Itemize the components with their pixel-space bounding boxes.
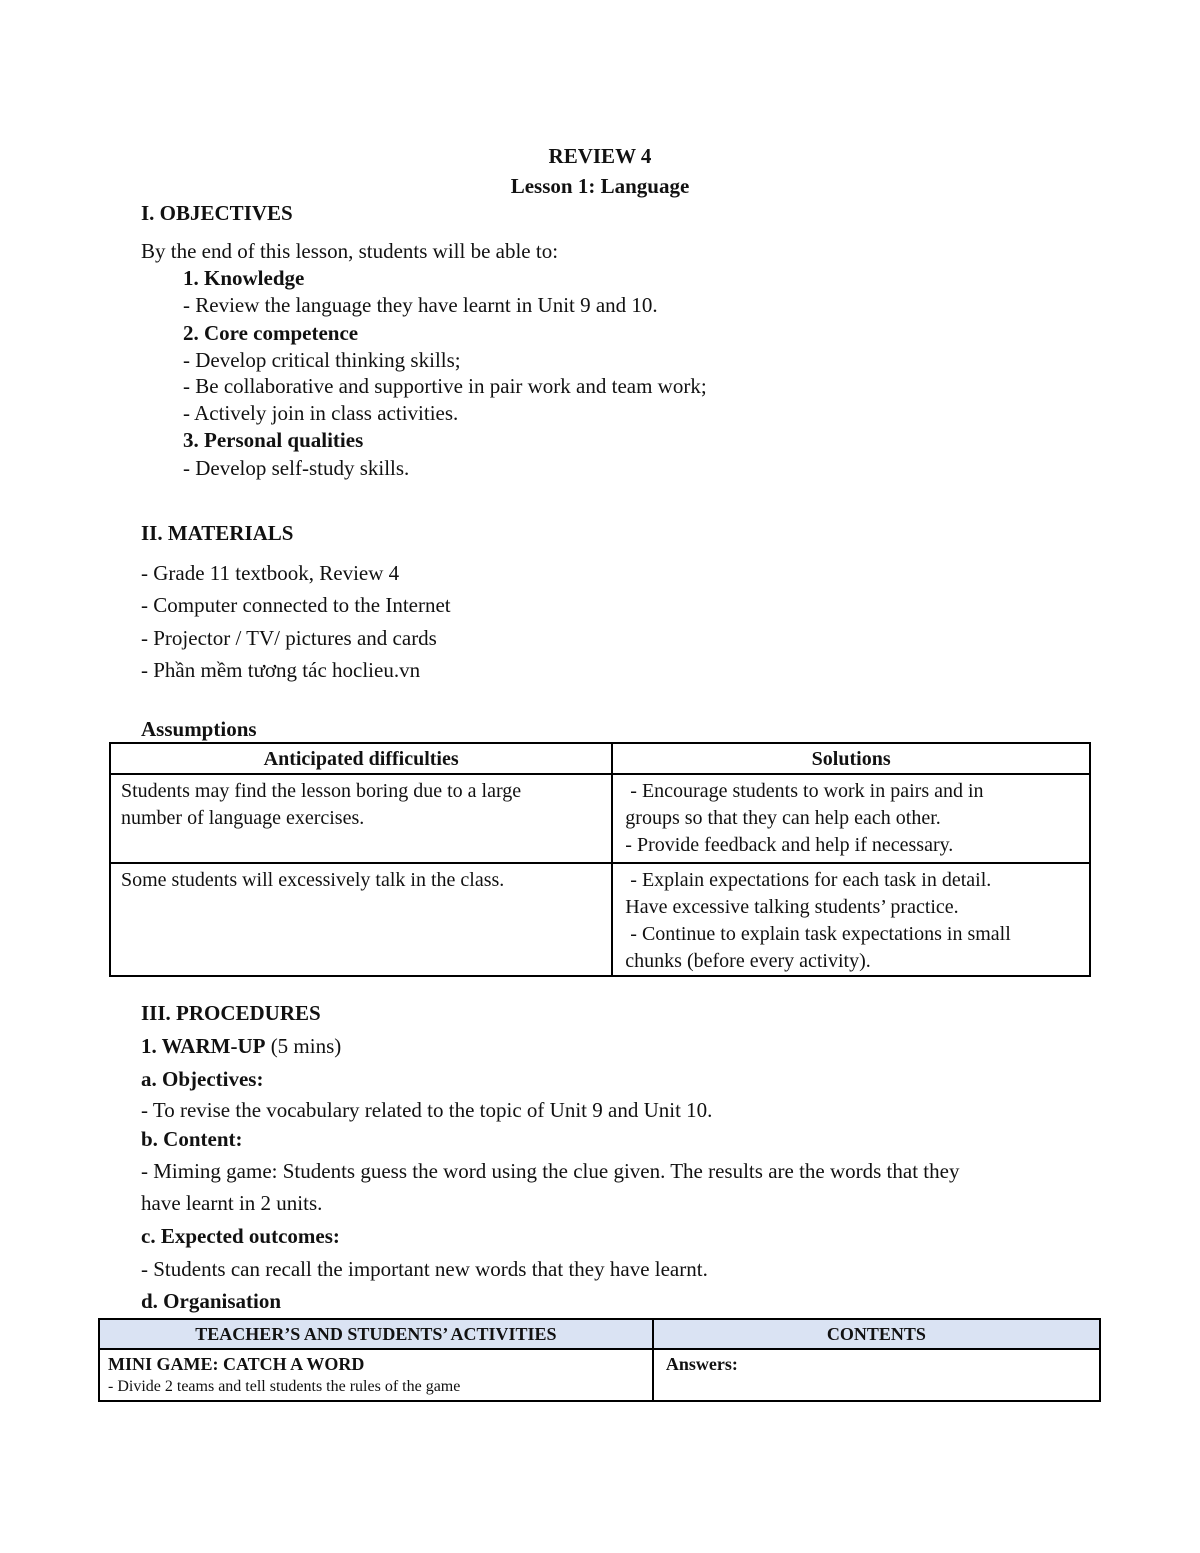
objectives-label: a. Objectives: <box>141 1067 264 1091</box>
answers-label: Answers: <box>665 1354 738 1374</box>
materials-heading: II. MATERIALS <box>141 521 294 545</box>
cell-line: number of language exercises. <box>121 807 365 829</box>
materials-item: - Computer connected to the Internet <box>141 593 451 617</box>
materials-item: - Projector / TV/ pictures and cards <box>141 626 437 650</box>
assumptions-table <box>109 742 1091 977</box>
page-title: REVIEW 4 <box>548 144 652 168</box>
table-header-solutions: Solutions <box>612 743 1090 774</box>
objectives-heading: I. OBJECTIVES <box>141 201 293 225</box>
assumptions-heading: Assumptions <box>141 717 257 741</box>
cell-line: - Continue to explain task expectations in small <box>625 923 1011 945</box>
core-item: - Actively join in class activities. <box>183 401 459 425</box>
warmup-time: (5 mins) <box>265 1034 342 1058</box>
knowledge-item: - Review the language they have learnt in Unit 9 and 10. <box>183 293 658 317</box>
activities-cell <box>99 1349 653 1401</box>
content-text: - Miming game: Students guess the word using the clue given. The results are the words that they <box>141 1159 960 1183</box>
organisation-label: d. Organisation <box>141 1289 282 1313</box>
materials-item: - Phần mềm tương tác hoclieu.vn <box>141 658 421 682</box>
content-text: have learnt in 2 units. <box>141 1191 323 1215</box>
content-label: b. Content: <box>141 1127 243 1151</box>
procedures-heading: III. PROCEDURES <box>141 1001 321 1025</box>
table-header-activities: TEACHER’S AND STUDENTS’ ACTIVITIES <box>99 1319 653 1349</box>
outcomes-text: - Students can recall the important new words that they have learnt. <box>141 1257 708 1281</box>
cell-line: groups so that they can help each other. <box>625 807 941 829</box>
knowledge-heading: 1. Knowledge <box>183 266 305 290</box>
objectives-intro: By the end of this lesson, students will be able to: <box>141 239 559 263</box>
personal-item: - Develop self-study skills. <box>183 456 410 480</box>
solution-cell <box>612 863 1090 976</box>
core-item: - Develop critical thinking skills; <box>183 348 461 372</box>
core-item: - Be collaborative and supportive in pair work and team work; <box>183 374 707 398</box>
game-step: - Divide 2 teams and tell students the rules of the game <box>108 1378 461 1395</box>
lesson-subtitle: Lesson 1: Language <box>510 174 690 198</box>
cell-line: Have excessive talking students’ practice. <box>625 896 959 918</box>
warmup-heading: 1. WARM-UP <box>141 1034 266 1058</box>
cell-line: Some students will excessively talk in the class. <box>121 869 505 891</box>
difficulty-cell <box>110 774 612 863</box>
table-header-difficulties: Anticipated difficulties <box>110 743 612 774</box>
personal-qualities-heading: 3. Personal qualities <box>183 428 364 452</box>
materials-item: - Grade 11 textbook, Review 4 <box>141 561 400 585</box>
contents-cell <box>653 1349 1100 1401</box>
objectives-text: - To revise the vocabulary related to the topic of Unit 9 and Unit 10. <box>141 1098 713 1122</box>
cell-line: chunks (before every activity). <box>625 950 871 972</box>
warmup-line <box>141 1033 341 1059</box>
solution-cell <box>612 774 1090 863</box>
game-title: MINI GAME: CATCH A WORD <box>108 1354 365 1374</box>
cell-line: - Encourage students to work in pairs and in <box>625 780 984 802</box>
organisation-table <box>98 1318 1101 1402</box>
difficulty-cell <box>110 863 612 976</box>
table-header-contents: CONTENTS <box>653 1319 1100 1349</box>
table-row <box>110 774 1090 863</box>
table-row <box>99 1349 1100 1401</box>
table-row <box>110 863 1090 976</box>
outcomes-label: c. Expected outcomes: <box>141 1224 340 1248</box>
core-competence-heading: 2. Core competence <box>183 321 359 345</box>
cell-line: - Explain expectations for each task in detail. <box>625 869 992 891</box>
cell-line: Students may find the lesson boring due to a large <box>121 780 522 802</box>
cell-line: - Provide feedback and help if necessary. <box>625 834 954 856</box>
